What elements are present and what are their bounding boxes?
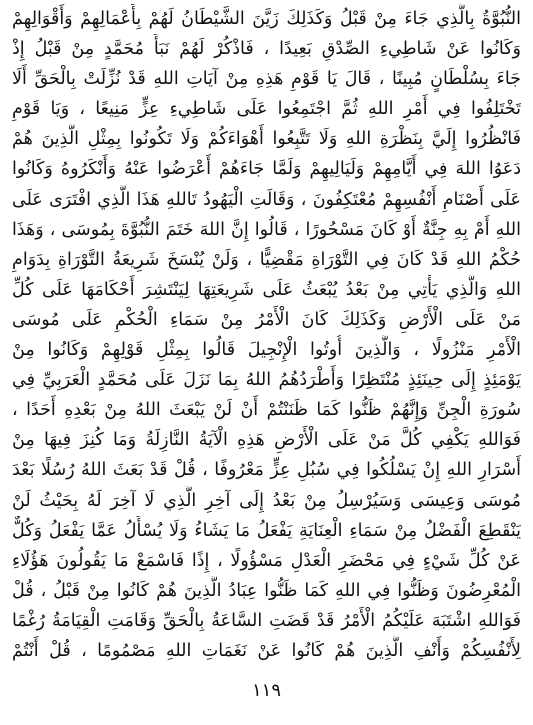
text-line-21: فَوَاللهِ اشْتَبَهَ عَلَيْكُمُ الْأَمْرُ قَدْ قَضَتِ السَّاعَةُ بِالْحَقِّ وَقَامَتِ الْقِيَامَةُ رُغْمًا — [12, 610, 521, 631]
text-line-15: فَوَاللهِ يَكْفِي كُلَّ مَنْ عَلَى الْأَرْضِ هَذِهِ الْآيَةُ النَّازِلَةُ وَمَا كُنِزَ فِيهَا مِنْ — [12, 430, 521, 451]
text-line-6: دَعَوُا اللهَ فِي أَيَّامِهِمْ وَلَيَالِيهِمْ وَلَمَّا جَاءَهُمْ أَعْرَضُوا عَنْهُ وَأَنْكَرُوهُ وَكَانُوا — [12, 159, 521, 180]
text-line-10: اللهِ وَالَّذِي يَأْتِي مِنْ بَعْدُ يُبْعَثُ عَلَى شَرِيعَتِهَا لِيَنْتَشِرَ أَحْكَامَهَا عَلَى كُلِّ — [12, 279, 521, 300]
text-line-7: عَلَى أَصْنَامِ أَنْفُسِهِمْ مُعْتَكِفُونَ ، وَقَالَتِ الْيَهُودُ تَاللهِ هَذَا الَّذِي افْتَرَى عَلَى — [12, 189, 521, 210]
text-line-11: مَنْ عَلَى الْأَرْضِ وَكَذَلِكَ كَانَ الْأَمْرُ مِنْ سَمَاءِ الْحُكْمِ عَلَى مُوسَى — [12, 309, 521, 330]
text-line-19: عَنْ كُلِّ شَيْءٍ فِي مَحْضَرِ الْعَدْلِ مَسْؤُولًا ، إِذًا فَاسْمَعْ مَا يَقُولُونَ هَؤُلَاءِ — [12, 550, 521, 571]
text-line-13: يَوْمَئِذٍ إِلَى حِينَئِذٍ مُنْتَظِرًا وَأَطْرَدُهُمُ اللهُ بِمَا نَزَلَ عَلَى مُحَمَّدٍ الْعَرَبِيِّ فِي — [12, 370, 521, 391]
page-number: ١١٩ — [251, 680, 281, 701]
text-line-8: اللهِ أَمْ بِهِ جِنَّةٌ أَوْ كَانَ مَسْحُورًا ، قَالُوا إِنَّ اللهَ خَتَمَ النُّبُوَّةَ بِمُوسَى ، وَهَذَا — [12, 219, 521, 240]
text-line-16: أَسْرَارِ اللهِ إِنْ يَسْلُكُوا فِي سُبُلِ عِزٍّ مَعْرُوفًا ، قُلْ قَدْ بَعَثَ اللهُ رُسُلًا بَعْدَ — [12, 460, 521, 481]
body-text — [12, 4, 521, 666]
text-line-5: فَانْظُرُوا إِلَيَّ بِنَظْرَةِ اللهِ وَلَا تَتَّبِعُوا أَهْوَاءَكُمْ وَلَا تَكُونُوا بِمِثْلِ الَّذِينَ هُمْ — [12, 129, 521, 150]
text-line-1: النُّبُوَّةُ بِالَّذِي جَاءَ مِنْ قَبْلُ وَكَذَلِكَ زَيَّنَ الشَّيْطَانُ لَهُمْ بِأَعْمَالِهِمْ وَأَقْوَالِهِمْ — [12, 9, 521, 29]
text-line-4: تَخْتَلِفُوا فِي أَمْرِ اللهِ ثُمَّ اجْتَمِعُوا عَلَى شَاطِيءِ عِزٍّ مَنِيعًا ، وَيَا قَوْمِ — [12, 99, 521, 120]
text-line-20: الْمُعْرِضُونَ وَظَنُّوا فِي اللهِ كَمَا ظَنُّوا عِبَادُ الَّذِينَ هُمْ كَانُوا مِنْ قَبْلُ ، قُلْ — [12, 580, 521, 601]
text-line-12: الْأَمْرِ مَنْزُولًا ، وَالَّذِينَ أُوتُوا الْإِنْجِيلَ قَالُوا بِمِثْلِ قَوْلِهِمْ وَكَانُوا مِنْ — [12, 340, 521, 361]
text-line-3: جَاءَ بِسُلْطَانٍ مُبِينًا ، قَالَ يَا قَوْمِ هَذِهِ مِنْ آيَاتِ اللهِ قَدْ نُزِّلَتْ بِالْحَقِّ أَلَا — [12, 69, 521, 90]
text-line-17: مُوسَى وَعِيسَى وَسَيُرْسِلُ مِنْ بَعْدُ إِلَى آخِرِ الَّذِي لَا آخِرَ لَهُ بِحَيْثُ لَنْ — [12, 490, 521, 511]
text-line-18: يَنْقَطِعَ الْفَضْلُ مِنْ سَمَاءِ الْعِنَايَةِ يَفْعَلُ مَا يَشَاءُ وَلَا يُسْأَلُ عَمَّا يَفْعَلُ وَكُلٌّ — [12, 520, 521, 541]
text-line-14: سُورَةِ الْجِنِّ وَإِنَّهُمْ ظَنُّوا كَمَا ظَنَنْتُمْ أَنْ لَنْ يَبْعَثَ اللهُ مِنْ بَعْدِهِ أَحَدًا ، — [12, 400, 521, 421]
text-line-22: لِأَنْفُسِكُمْ وَأَنْفِ الَّذِينَ هُمْ كَانُوا عَنْ نَغَمَاتِ اللهِ مَصْمُومًا ، قُلْ أَنْتُمْ — [12, 640, 521, 661]
text-line-2: وَكَانُوا عَنْ شَاطِيءِ الصِّدْقِ بَعِيدًا ، فَاذْكُرْ لَهُمْ نَبَأَ مُحَمَّدٍ مِنْ قَبْلُ إِذْ — [12, 39, 521, 60]
text-line-9: حُكْمُ اللهِ قَدْ كَانَ فِي التَّوْرَاةِ مَقْضِيًّا ، وَلَنْ يُنْسَخَ شَرِيعَةُ التَّوْرَاةِ بِدَوَامِ — [12, 249, 521, 270]
